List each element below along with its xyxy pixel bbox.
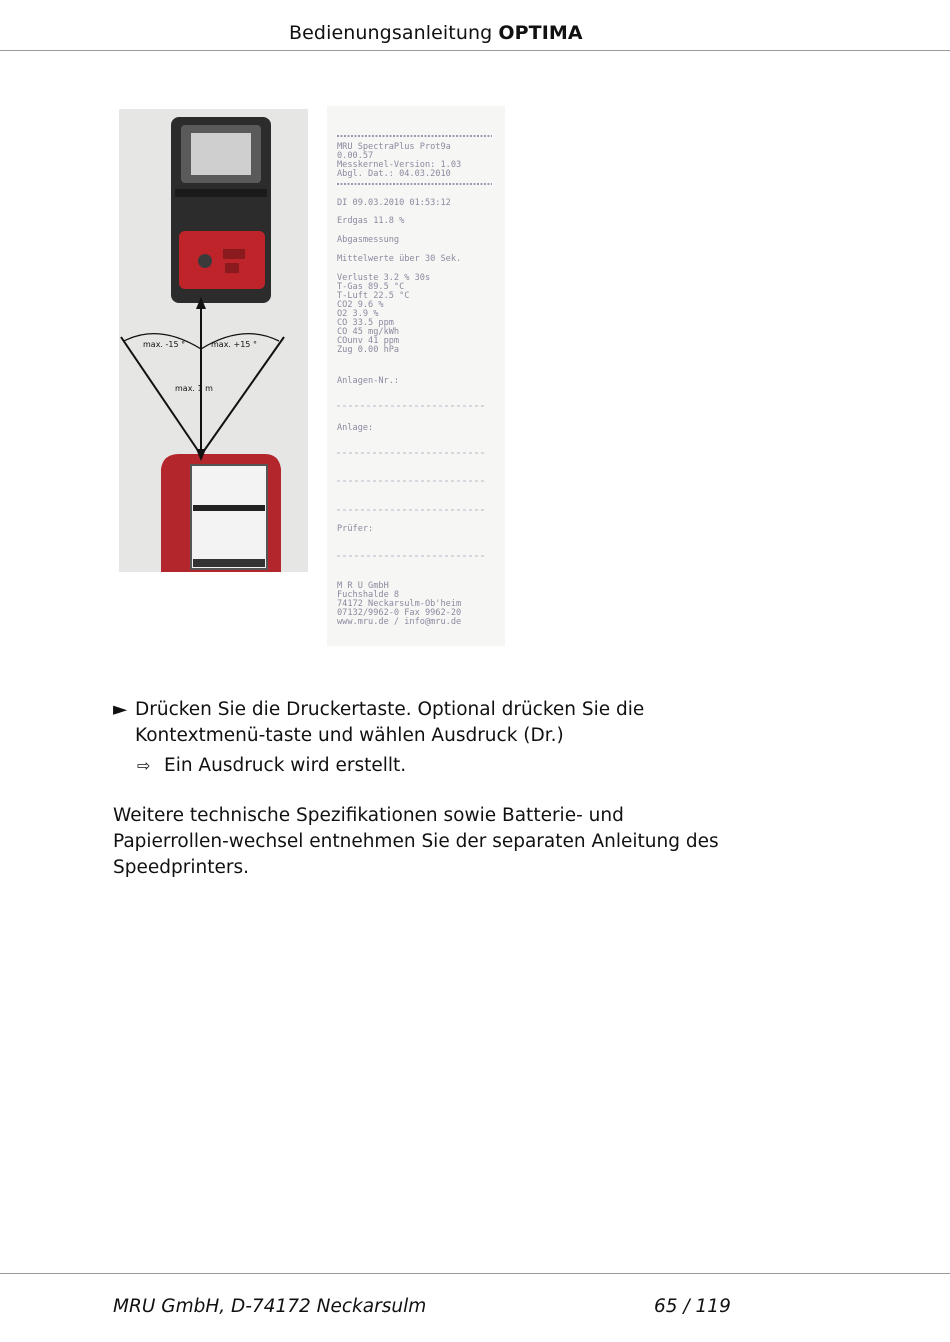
- angle-left-label: max. -15 °: [143, 340, 186, 349]
- step-text: Drücken Sie die Druckertaste. Optional drücken Sie die Kontextmenü-taste und wählen Ausdruck (Dr.): [135, 699, 645, 746]
- receipt-line: O2 3.9 %: [337, 309, 379, 319]
- receipt-line: Messkernel-Version: 1.03: [337, 160, 462, 170]
- footer-rule: [0, 1273, 950, 1274]
- header-title: Bedienungsanleitung: [289, 22, 493, 44]
- angle-right-label: max. +15 °: [211, 340, 257, 349]
- receipt-line: Abgasmessung: [337, 235, 400, 245]
- distance-label: max. 1 m: [175, 384, 213, 393]
- receipt-line: DI 09.03.2010 01:53:12: [337, 198, 451, 208]
- instrument-image: [161, 454, 281, 572]
- speedprinter-image: [171, 117, 271, 303]
- receipt-line: CO 45 mg/kWh: [337, 327, 400, 337]
- receipt-line: Zug 0.00 hPa: [337, 345, 400, 355]
- receipt-line: Abgl. Dat.: 04.03.2010: [337, 169, 451, 179]
- receipt-line: 74172 Neckarsulm-Ob'heim: [337, 599, 462, 609]
- receipt-line: CO2 9.6 %: [337, 300, 384, 310]
- receipt-line: 07132/9962-0 Fax 9962-20: [337, 608, 462, 618]
- instructions: [113, 697, 733, 881]
- receipt-line: Verluste 3.2 % 30s: [337, 273, 431, 283]
- receipt-line: Mittelwerte über 30 Sek.: [337, 254, 462, 264]
- receipt-line: 0.00.57: [337, 151, 374, 161]
- receipt-line: Anlage:: [337, 423, 374, 433]
- body-paragraph: Weitere technische Spezifikationen sowie Batterie- und Papierrollen-wechsel entnehmen Sie der separaten Anleitung des Speedprinters.: [113, 805, 719, 878]
- result-item: [113, 753, 733, 779]
- receipt-line: Anlagen-Nr.:: [337, 376, 400, 386]
- receipt-line: M R U GmbH: [337, 581, 389, 591]
- receipt-line: Erdgas 11.8 %: [337, 216, 405, 226]
- arrow-right-icon: ►: [113, 699, 128, 720]
- receipt-line: T-Gas 89.5 °C: [337, 282, 405, 292]
- step-item: [113, 697, 733, 749]
- result-arrow-icon: ⇨: [137, 756, 151, 775]
- footer-company: MRU GmbH, D-74172 Neckarsulm: [113, 1296, 427, 1317]
- receipt-line: CO 33.5 ppm: [337, 318, 394, 328]
- printout-receipt: [327, 106, 505, 646]
- receipt-line: T-Luft 22.5 °C: [337, 291, 410, 301]
- receipt-line: COunv 41 ppm: [337, 336, 400, 346]
- receipt-line: Prüfer:: [337, 524, 374, 534]
- header-rule: [0, 50, 950, 51]
- receipt-line: MRU SpectraPlus Prot9a: [337, 142, 451, 152]
- receipt-line: Fuchshalde 8: [337, 590, 400, 600]
- running-header: [289, 22, 583, 44]
- result-text: Ein Ausdruck wird erstellt.: [164, 755, 407, 776]
- receipt-line: www.mru.de / info@mru.de: [337, 617, 462, 627]
- printer-photo: [119, 109, 308, 572]
- header-product: OPTIMA: [498, 22, 583, 44]
- page-number: 65 / 119: [654, 1296, 731, 1317]
